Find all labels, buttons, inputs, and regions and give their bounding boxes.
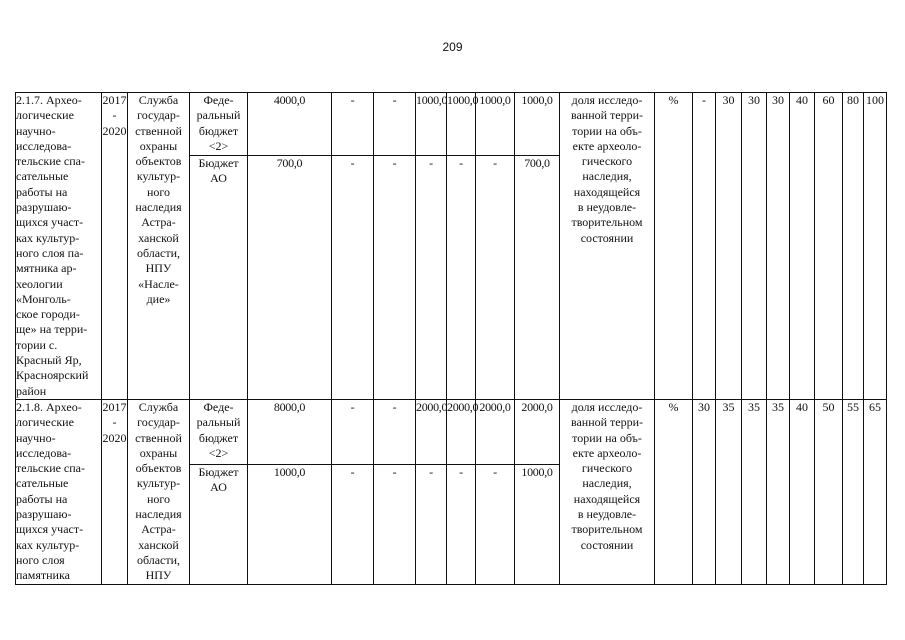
funding-total: 4000,0 <box>248 93 332 156</box>
executor: Служба государ- ственной охраны объектов культур- ного наследия Астра- ханской области, НПУ «Насле- дие» <box>128 93 190 400</box>
indicator: доля исследо- ванной терри- тории на объ- екте археоло- гического наследия, находящейся в неудовле- творительном состоянии <box>560 399 655 584</box>
target-value: 60 <box>815 93 843 400</box>
target-value: 35 <box>742 399 767 584</box>
funding-source: Бюджет АО <box>190 464 248 584</box>
target-value: 80 <box>843 93 864 400</box>
funding-total: 1000,0 <box>248 464 332 584</box>
funding-total: 700,0 <box>248 155 332 399</box>
funding-value: - <box>447 155 476 399</box>
period: 2017 - 2020 <box>102 93 128 400</box>
funding-value: 1000,0 <box>416 93 447 156</box>
funding-value: - <box>416 464 447 584</box>
funding-value: 1000,0 <box>515 93 560 156</box>
table-row <box>16 399 887 464</box>
program-table <box>15 92 887 585</box>
funding-value: 700,0 <box>515 155 560 399</box>
executor: Служба государ- ственной охраны объектов культур- ного наследия Астра- ханской области, НПУ <box>128 399 190 584</box>
target-value: 35 <box>767 399 790 584</box>
funding-value: - <box>374 93 416 156</box>
funding-source: Феде- ральный бюджет <2> <box>190 399 248 464</box>
funding-value: - <box>374 399 416 464</box>
period: 2017 - 2020 <box>102 399 128 584</box>
funding-value: - <box>374 155 416 399</box>
funding-value: 1000,0 <box>447 93 476 156</box>
funding-value: - <box>332 464 374 584</box>
target-value: 55 <box>843 399 864 584</box>
target-value: 30 <box>742 93 767 400</box>
target-value: 40 <box>790 93 815 400</box>
unit: % <box>655 93 693 400</box>
target-value: 65 <box>864 399 887 584</box>
target-value: 50 <box>815 399 843 584</box>
indicator: доля исследо- ванной терри- тории на объ- екте археоло- гического наследия, находящейся в неудовле- творительном состоянии <box>560 93 655 400</box>
funding-source: Феде- ральный бюджет <2> <box>190 93 248 156</box>
funding-value: - <box>476 155 515 399</box>
target-value: 30 <box>716 93 742 400</box>
funding-value: 1000,0 <box>515 464 560 584</box>
unit: % <box>655 399 693 584</box>
funding-value: - <box>332 93 374 156</box>
funding-value: 2000,0 <box>515 399 560 464</box>
measure-name: 2.1.8. Архео- логические научно- исследова- тельские спа- сательные работы на разрушаю- щихся участ- ках культур- ного слоя памятника <box>16 399 102 584</box>
table-row <box>16 93 887 156</box>
target-value: - <box>693 93 716 400</box>
target-value: 30 <box>767 93 790 400</box>
funding-value: - <box>332 399 374 464</box>
funding-source: Бюджет АО <box>190 155 248 399</box>
funding-total: 8000,0 <box>248 399 332 464</box>
funding-value: - <box>447 464 476 584</box>
funding-value: - <box>332 155 374 399</box>
target-value: 35 <box>716 399 742 584</box>
funding-value: - <box>476 464 515 584</box>
funding-value: 1000,0 <box>476 93 515 156</box>
funding-value: - <box>374 464 416 584</box>
page-number: 209 <box>442 40 463 54</box>
funding-value: 2000,0 <box>447 399 476 464</box>
target-value: 40 <box>790 399 815 584</box>
target-value: 100 <box>864 93 887 400</box>
funding-value: - <box>416 155 447 399</box>
funding-value: 2000,0 <box>416 399 447 464</box>
measure-name: 2.1.7. Архео- логические научно- исследова- тельские спа- сательные работы на разрушаю- щихся участ- ках культур- ного слоя па- мятника ар- хеологии «Монголь- ское городи- ще» на терри- тории с. Красный Яр, Красноярский район <box>16 93 102 400</box>
funding-value: 2000,0 <box>476 399 515 464</box>
target-value: 30 <box>693 399 716 584</box>
